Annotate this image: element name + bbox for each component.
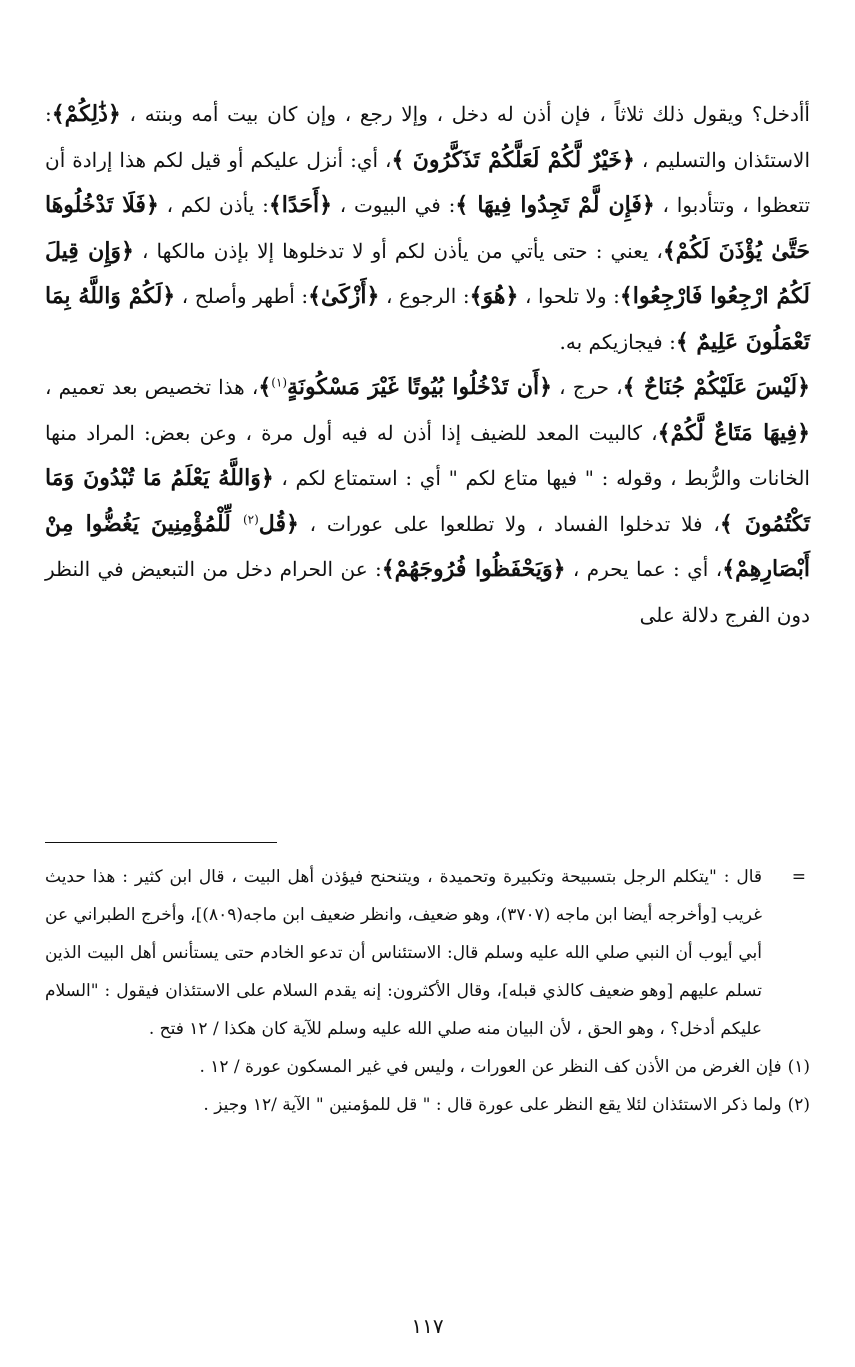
footnote-1 [45, 1048, 810, 1086]
text: ، فلا تدخلوا الفساد ، ولا تطلعوا على عورات ، [298, 511, 720, 536]
quran-phrase: لِّلْمُؤْمِنِينَ يَغُضُّوا مِنْ أَبْصَارِهِمْ﴾ [45, 510, 810, 582]
quran-phrase: ﴿فَإِن لَّمْ تَجِدُوا فِيهَا ﴾ [455, 192, 655, 218]
quran-phrase: ﴿لَكُمْ وَاللَّهُ بِمَا تَعْمَلُونَ عَلِيمٌ ﴾ [45, 283, 810, 355]
footnote-text: فإن الغرض من الأذن كف النظر عن العورات ، وليس في غير المسكون عورة / ١٢ . [199, 1057, 782, 1077]
paragraph-2 [45, 365, 810, 638]
text: ، أي : عما يحرم ، [565, 557, 723, 581]
quran-phrase: ﴿وَإِن قِيلَ لَكُمُ ارْجِعُوا فَارْجِعُوا﴾ [45, 237, 810, 309]
footnote-ref-2[interactable]: (٢) [242, 511, 259, 526]
text: ، هذا تخصيص بعد تعميم ، [45, 375, 259, 399]
quran-bracket: ﴾ [258, 374, 272, 400]
text: : الاستئذان والتسليم ، [45, 102, 810, 172]
quran-phrase: ﴿وَيَحْفَظُوا فُرُوجَهُمْ﴾ [381, 556, 566, 582]
footnote-continuation [45, 858, 810, 1048]
quran-phrase: ﴿أَن تَدْخُلُوا بُيُوتًا غَيْرَ مَسْكُونَةٍ [287, 374, 552, 400]
quran-phrase: ﴿لَيْسَ عَلَيْكُمْ جُنَاحٌ ﴾ [622, 374, 811, 400]
quran-phrase: ﴿هُوَ﴾ [469, 283, 519, 309]
footnote-text: قال : "يتكلم الرجل بتسبيحة وتكبيرة وتحميدة ، ويتنحنح فيؤذن أهل البيت ، قال ابن كثير : هذا حديث غريب [وأخرجه أيضا ابن ماجه (٣٧٠٧)، وهو ضعيف، وانظر ضعيف ابن ماجه(٨٠٩)]، وأخرج الطبراني عن أبي أيوب أن النبي صلي الله عليه وسلم قال: الاستئناس أن تدعو الخادم حتى يستأنس أهل البيت الذين تسلم عليهم [وهو ضعيف كالذي قبله]، وقال الأكثرون: إنه يقدم السلام على الاستئذان فيقول : "السلام عليكم أدخل؟ ، وهو الحق ، لأن البيان منه صلي الله عليه وسلم للآية كان هكذا / ١٢ فتح . [45, 867, 763, 1039]
quran-phrase: ﴿أَزْكَىٰ﴾ [308, 283, 380, 309]
text: : عن الحرام دخل من التبعيض في النظر دون الفرج دلالة على [45, 557, 810, 627]
tafsir-body [45, 92, 810, 638]
paragraph-1 [45, 92, 810, 365]
footnote-divider [45, 842, 277, 843]
text: ، يعني : حتى يأتي من يأذن لكم أو لا تدخلوها إلا بإذن مالكها ، [133, 238, 663, 263]
continuation-mark: = [791, 867, 806, 887]
quran-phrase: ﴿خَيْرٌ لَّكُمْ لَعَلَّكُمْ تَذَكَّرُونَ ﴾ [391, 146, 635, 173]
text: : أطهر وأصلح ، [175, 284, 309, 308]
text: : فيجازيكم به. [559, 329, 676, 354]
quran-phrase: ﴿وَاللَّهُ يَعْلَمُ مَا تُبْدُونَ وَمَا تَكْتُمُونَ ﴾ [45, 465, 810, 537]
text: : الرجوع ، [379, 284, 470, 308]
quran-phrase: ﴿قُل [258, 510, 299, 537]
text: : ولا تلحوا ، [518, 284, 620, 308]
footnote-text: ولما ذكر الاستئذان لئلا يقع النظر على عورة قال : " قل للمؤمنين " الآية /١٢ وجيز . [203, 1095, 782, 1115]
text: ، حرج ، [552, 375, 623, 399]
quran-phrase: ﴿فَلَا تَدْخُلُوهَا حَتَّىٰ يُؤْذَنَ لَكُمْ﴾ [45, 192, 810, 264]
text: أأدخل؟ ويقول ذلك ثلاثاً ، فإن أذن له دخل ، وإلا رجع ، وإن كان بيت أمه وبنته ، [120, 102, 810, 126]
footnote-ref-1[interactable]: (١) [271, 375, 288, 390]
footnote-2 [45, 1086, 810, 1124]
text: ، أي: أنزل عليكم أو قيل لكم هذا إرادة أن تتعظوا ، وتتأدبوا ، [45, 147, 811, 217]
footnote-number: (١) [787, 1057, 810, 1077]
footnote-number: (٢) [787, 1095, 810, 1115]
text: : في البيوت ، [331, 193, 456, 217]
page-number: ١١٧ [411, 1314, 444, 1338]
text: : يأذن لكم ، [158, 193, 269, 217]
footnotes [45, 858, 810, 1124]
text: ، كالبيت المعد للضيف إذا أذن له فيه أول مرة ، وعن بعض: المراد منها الخانات والرُّبط ، وقوله : " فيها متاع لكم " أي : استمتاع لكم ، [45, 420, 810, 490]
quran-phrase: ﴿أَحَدًا﴾ [268, 192, 332, 218]
quran-phrase: ﴿فِيهَا مَتَاعٌ لَّكُمْ﴾ [657, 419, 810, 446]
quran-phrase: ﴿ذَٰلِكُمْ﴾ [51, 101, 121, 127]
